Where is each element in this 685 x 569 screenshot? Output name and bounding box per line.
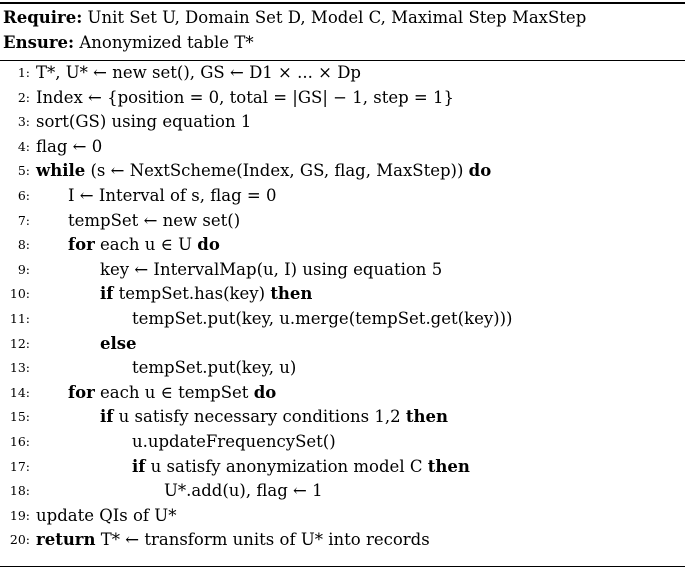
- line-number: 12:: [9, 335, 30, 351]
- bottom-rule: [0, 566, 685, 567]
- line-number: 3:: [17, 114, 30, 130]
- code-line: [0, 504, 685, 528]
- require-line: [3, 6, 586, 30]
- line-code: if tempSet.has(key) then: [100, 284, 313, 304]
- code-line: [0, 86, 685, 110]
- code-line: [0, 61, 685, 85]
- ensure-line: [3, 31, 254, 55]
- code-line: [0, 528, 685, 552]
- code-line: [0, 233, 685, 257]
- line-code: key ← IntervalMap(u, I) using equation 5: [100, 259, 443, 279]
- line-code: for each u ∈ U do: [68, 235, 220, 255]
- line-code: tempSet.put(key, u): [132, 358, 297, 378]
- line-number: 1:: [17, 65, 30, 80]
- line-number: 19:: [9, 507, 30, 523]
- code-line: [0, 184, 685, 208]
- code-line: [0, 430, 685, 454]
- line-code: while (s ← NextScheme(Index, GS, flag, MaxStep)) do: [36, 161, 492, 181]
- top-rule: [0, 2, 685, 4]
- code-line: [0, 479, 685, 503]
- line-code: sort(GS) using equation 1: [36, 112, 252, 132]
- code-line: [0, 209, 685, 233]
- code-line: [0, 282, 685, 306]
- line-code: else: [100, 333, 137, 353]
- line-number: 2:: [17, 89, 30, 105]
- line-number: 5:: [17, 163, 30, 179]
- code-line: [0, 307, 685, 331]
- code-line: [0, 135, 685, 159]
- code-line: [0, 159, 685, 183]
- line-number: 6:: [17, 188, 30, 203]
- line-code: flag ← 0: [36, 136, 103, 156]
- code-line: [0, 332, 685, 356]
- line-code: for each u ∈ tempSet do: [68, 382, 277, 402]
- line-code: I ← Interval of s, flag = 0: [68, 186, 277, 205]
- require-keyword: Require:: [3, 8, 83, 27]
- line-code: tempSet ← new set(): [68, 210, 241, 230]
- ensure-keyword: Ensure:: [3, 33, 75, 52]
- code-line: [0, 455, 685, 479]
- line-code: return T* ← transform units of U* into records: [36, 530, 430, 550]
- line-code: U*.add(u), flag ← 1: [164, 481, 323, 501]
- line-number: 11:: [9, 311, 30, 326]
- code-line: [0, 110, 685, 134]
- line-code: if u satisfy necessary conditions 1,2 then: [100, 407, 448, 427]
- code-line: [0, 381, 685, 405]
- line-code: u.updateFrequencySet(): [132, 432, 336, 451]
- require-text: Unit Set U, Domain Set D, Model C, Maximal Step MaxStep: [87, 8, 587, 27]
- line-number: 4:: [17, 138, 30, 154]
- code-line: [0, 356, 685, 380]
- code-line: [0, 258, 685, 282]
- line-number: 14:: [9, 384, 30, 400]
- line-code: Index ← {position = 0, total = |GS| − 1, step = 1}: [36, 87, 454, 107]
- line-number: 20:: [9, 532, 30, 548]
- line-code: update QIs of U*: [36, 505, 177, 525]
- line-number: 16:: [9, 434, 30, 449]
- line-code: tempSet.put(key, u.merge(tempSet.get(key))): [132, 309, 513, 328]
- line-number: 13:: [9, 360, 30, 376]
- line-number: 7:: [17, 212, 30, 228]
- line-code: T*, U* ← new set(), GS ← D1 × ... × Dp: [36, 63, 361, 82]
- line-number: 8:: [17, 237, 30, 253]
- ensure-text: Anonymized table T*: [79, 33, 254, 52]
- line-number: 18:: [9, 483, 30, 499]
- line-number: 10:: [9, 286, 30, 302]
- line-number: 9:: [17, 261, 30, 277]
- line-code: if u satisfy anonymization model C then: [132, 456, 470, 476]
- line-number: 17:: [9, 458, 30, 474]
- line-number: 15:: [9, 409, 30, 425]
- code-line: [0, 405, 685, 429]
